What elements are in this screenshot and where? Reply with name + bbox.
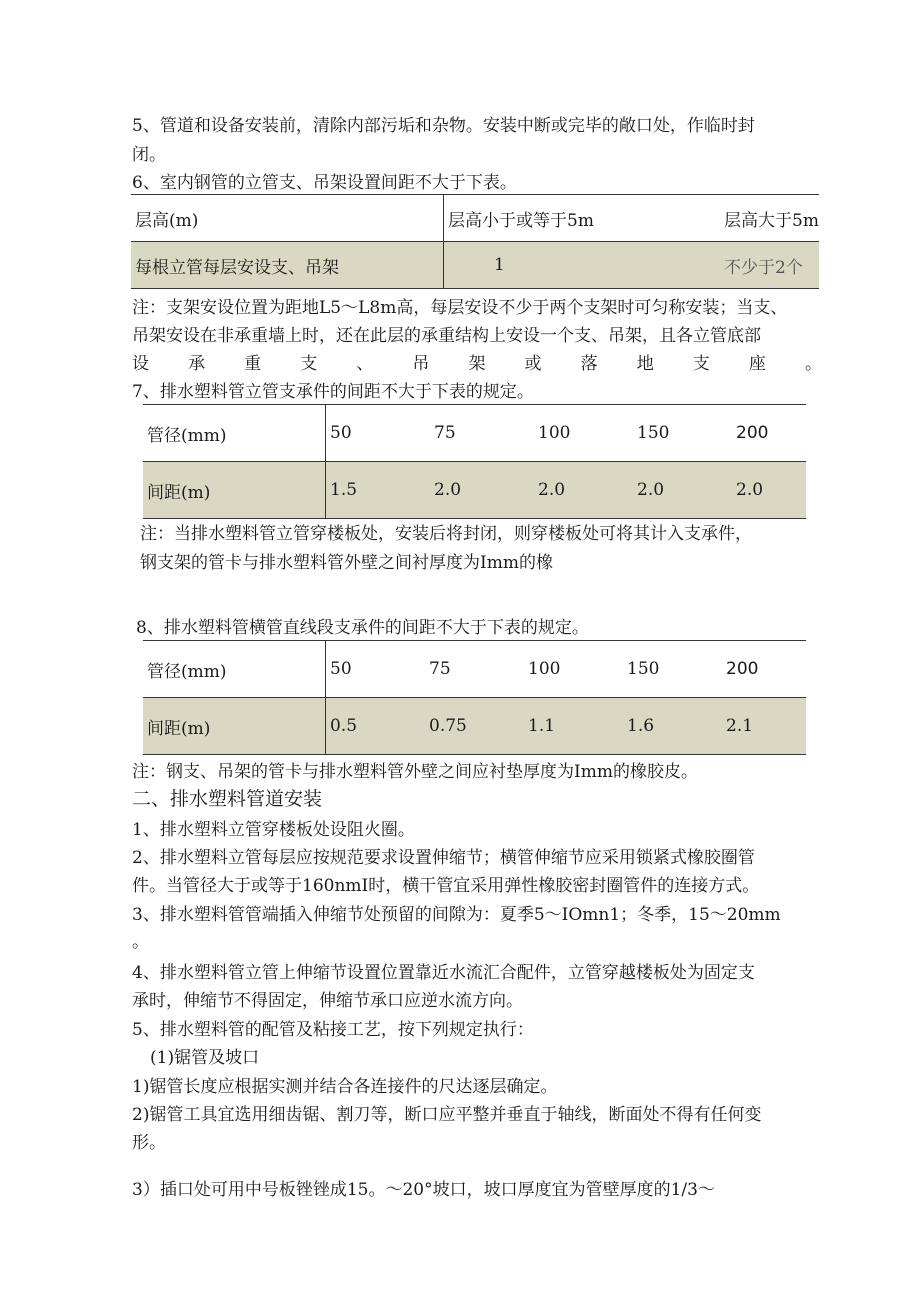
- table-cell: 2.0: [430, 462, 534, 519]
- table-cell: 200: [722, 641, 806, 698]
- table-cell: 50: [326, 405, 431, 462]
- paragraph-6: 6、室内钢管的立管支、吊架设置间距不大于下表。: [132, 173, 517, 193]
- subsection-1-item-1: 1)锯管长度应根据实测并结合各连接件的尺达逐层确定。: [132, 1077, 558, 1097]
- table-cell: 每根立管每层安设支、吊架: [131, 242, 444, 289]
- justified-char: 重: [244, 354, 262, 374]
- table-cell: 1.6: [623, 698, 722, 755]
- table-cell: 150: [623, 641, 722, 698]
- justified-char: 。: [804, 354, 822, 374]
- paragraph-7: 7、排水塑料管立管支承件的间距不大于下表的规定。: [132, 382, 534, 402]
- table-cell: 50: [326, 641, 426, 698]
- table-cell: 150: [633, 405, 732, 462]
- subsection-1-item-2-line1: 2)锯管工具宜选用细齿锯、割刀等，断口应平整并垂直于轴线，断面处不得有任何变: [132, 1105, 762, 1125]
- table-cell: 管径(mm): [143, 405, 326, 462]
- subsection-1-title: (1)锯管及坡口: [150, 1048, 260, 1068]
- table-row: [143, 698, 806, 755]
- note-3: 注：钢支、吊架的管卡与排水塑料管外壁之间应衬垫厚度为Imm的橡胶皮。: [132, 762, 698, 782]
- justified-char: 支: [692, 354, 710, 374]
- paragraph-8: 8、排水塑料管横管直线段支承件的间距不大于下表的规定。: [136, 618, 589, 638]
- table-cell: 管径(mm): [143, 641, 326, 698]
- table-horizontal-pipe-spacing: [143, 640, 806, 755]
- table-cell: 层高(m): [131, 195, 444, 242]
- section-2-item-3-line1: 3、排水塑料管管端插入伸缩节处预留的间隙为：夏季5～IOmn1；冬季，15～20mm: [132, 905, 781, 925]
- table-row: [143, 462, 806, 519]
- table-cell: 100: [534, 405, 633, 462]
- table-cell: 100: [524, 641, 623, 698]
- table-support-spacing: [131, 194, 819, 289]
- table-cell: 0.5: [326, 698, 426, 755]
- table-cell: 2.0: [732, 462, 806, 519]
- section-2-item-4-line2: 承时，伸缩节不得固定，伸缩节承口应逆水流方向。: [132, 991, 523, 1011]
- subsection-1-item-2-line2: 形。: [132, 1133, 166, 1153]
- justified-char: 承: [188, 354, 206, 374]
- table-header-row: [143, 641, 806, 698]
- note-2-line2: 钢支架的管卡与排水塑料管外壁之间衬厚度为Imm的橡: [140, 553, 553, 573]
- note-2-line1: 注：当排水塑料管立管穿楼板处，安装后将封闭，则穿楼板处可将其计入支承件，: [140, 524, 752, 544]
- subsection-1-item-3: 3）插口处可用中号板锉锉成15。～20°坡口，坡口厚度宜为管壁厚度的1/3～: [132, 1180, 715, 1200]
- justified-char: 架: [468, 354, 486, 374]
- justified-char: 支: [300, 354, 318, 374]
- table-cell: 75: [430, 405, 534, 462]
- table-cell: 1.5: [326, 462, 431, 519]
- section-2-item-4-line1: 4、排水塑料管立管上伸缩节设置位置靠近水流汇合配件，立管穿越楼板处为固定支: [132, 963, 755, 983]
- justified-char: 设: [132, 354, 149, 374]
- justified-char: 、: [356, 354, 374, 374]
- table-cell: 200: [732, 405, 806, 462]
- table-header-row: [131, 195, 819, 242]
- table-cell: 0.75: [425, 698, 524, 755]
- table-row: [131, 242, 819, 289]
- paragraph-5-line1: 5、管道和设备安装前，清除内部污垢和杂物。安装中断或完毕的敞口处，作临时封: [132, 116, 755, 136]
- table-cell: 75: [425, 641, 524, 698]
- section-2-item-3-line2: 。: [132, 932, 149, 952]
- table-cell: 层高大于5m: [720, 195, 819, 242]
- justified-char: 落: [580, 354, 598, 374]
- table-cell: 不少于2个: [720, 242, 819, 289]
- table-vertical-pipe-spacing: [143, 404, 806, 519]
- section-2-title: 二、排水塑料管道安装: [132, 788, 323, 810]
- note-1-line2: 吊架安设在非承重墙上时，还在此层的承重结构上安设一个支、吊架，且各立管底部: [132, 326, 761, 346]
- table-cell: 1: [444, 242, 721, 289]
- table-header-row: [143, 405, 806, 462]
- justified-char: 座: [748, 354, 766, 374]
- note-1-line3: [132, 352, 822, 376]
- note-1-line1: 注：支架安设位置为距地L5～L8m高，每层安设不少于两个支架时可匀称安装；当支、: [132, 298, 788, 318]
- justified-char: 地: [636, 354, 654, 374]
- justified-char: 或: [524, 354, 542, 374]
- table-cell: 层高小于或等于5m: [444, 195, 721, 242]
- table-cell: 间距(m): [143, 698, 326, 755]
- table-cell: 2.0: [534, 462, 633, 519]
- table-cell: 2.0: [633, 462, 732, 519]
- paragraph-5-line2: 闭。: [132, 145, 166, 165]
- table-cell: 2.1: [722, 698, 806, 755]
- section-2-item-1: 1、排水塑料立管穿楼板处设阻火圈。: [132, 820, 415, 840]
- section-2-item-2-line2: 件。当管径大于或等于160nmI时，横干管宜采用弹性橡胶密封圈管件的连接方式。: [132, 876, 760, 896]
- justified-char: 吊: [412, 354, 430, 374]
- section-2-item-5: 5、排水塑料管的配管及粘接工艺，按下列规定执行：: [132, 1020, 534, 1040]
- table-cell: 间距(m): [143, 462, 326, 519]
- section-2-item-2-line1: 2、排水塑料立管每层应按规范要求设置伸缩节；横管伸缩节应采用锁紧式橡胶圈管: [132, 848, 755, 868]
- table-cell: 1.1: [524, 698, 623, 755]
